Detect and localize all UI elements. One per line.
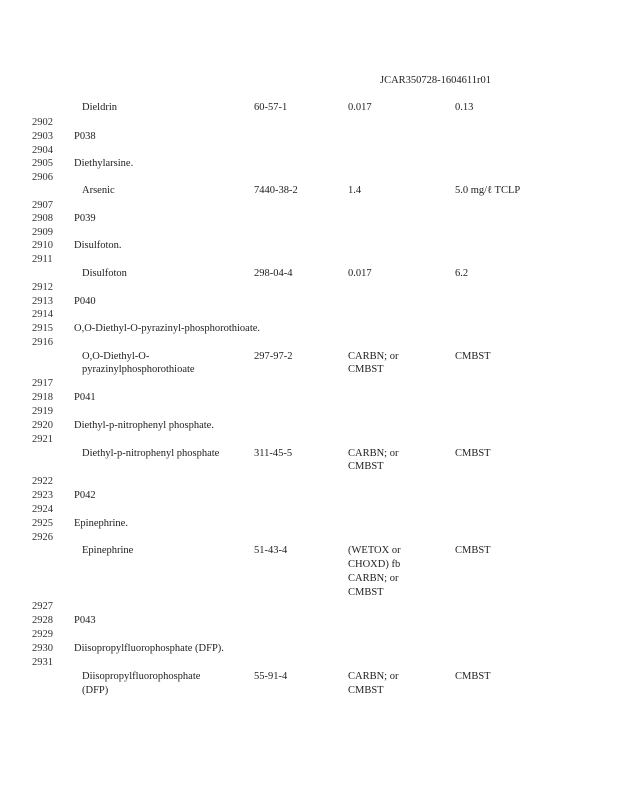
line-number: 2907 — [32, 200, 53, 211]
waste-code: P039 — [74, 213, 96, 224]
constituent-name: Dieldrin — [82, 102, 117, 113]
line-number: 2917 — [32, 378, 53, 389]
waste-description: O,O-Diethyl-O-pyrazinyl-phosphorothioate. — [74, 323, 261, 334]
line-number: 2909 — [32, 227, 53, 238]
line-number: 2922 — [32, 476, 53, 487]
waste-description: Diisopropylfluorophosphate (DFP). — [74, 643, 224, 654]
wastewater-standard-continued: CMBST — [348, 587, 384, 598]
line-number: 2930 — [32, 643, 53, 654]
line-number: 2910 — [32, 240, 53, 251]
line-number: 2925 — [32, 518, 53, 529]
cas-number: 55-91-4 — [254, 671, 288, 682]
line-number: 2927 — [32, 601, 53, 612]
wastewater-standard-continued: CMBST — [348, 364, 384, 375]
line-number: 2920 — [32, 420, 53, 431]
waste-description: Diethyl-p-nitrophenyl phosphate. — [74, 420, 214, 431]
waste-description: Disulfoton. — [74, 240, 122, 251]
line-number: 2921 — [32, 434, 53, 445]
line-number: 2914 — [32, 309, 53, 320]
line-number: 2915 — [32, 323, 53, 334]
wastewater-standard: 1.4 — [348, 185, 362, 196]
nonwastewater-standard: CMBST — [455, 448, 491, 459]
constituent-name: Diisopropylfluorophosphate — [82, 671, 201, 682]
line-number: 2928 — [32, 615, 53, 626]
constituent-name: Arsenic — [82, 185, 115, 196]
waste-description: Diethylarsine. — [74, 158, 134, 169]
constituent-name: Diethyl-p-nitrophenyl phosphate — [82, 448, 220, 459]
cas-number: 311-45-5 — [254, 448, 293, 459]
wastewater-standard-continued: CHOXD) fb — [348, 559, 401, 570]
line-number: 2905 — [32, 158, 53, 169]
line-number: 2904 — [32, 145, 53, 156]
constituent-name-continued: (DFP) — [82, 685, 109, 696]
cas-number: 297-97-2 — [254, 351, 293, 362]
constituent-name: Epinephrine — [82, 545, 134, 556]
line-number: 2919 — [32, 406, 53, 417]
wastewater-standard: 0.017 — [348, 268, 372, 279]
wastewater-standard: 0.017 — [348, 102, 372, 113]
nonwastewater-standard: CMBST — [455, 545, 491, 556]
constituent-name: Disulfoton — [82, 268, 127, 279]
wastewater-standard-continued: CARBN; or — [348, 573, 399, 584]
nonwastewater-standard: 0.13 — [455, 102, 474, 113]
nonwastewater-standard: 5.0 mg/ℓ TCLP — [455, 185, 521, 196]
wastewater-standard: CARBN; or — [348, 448, 399, 459]
waste-code: P041 — [74, 392, 96, 403]
waste-code: P040 — [74, 296, 96, 307]
nonwastewater-standard: CMBST — [455, 671, 491, 682]
cas-number: 298-04-4 — [254, 268, 293, 279]
line-number: 2924 — [32, 504, 53, 515]
nonwastewater-standard: 6.2 — [455, 268, 469, 279]
document-id: JCAR350728-1604611r01 — [380, 75, 492, 86]
line-number: 2929 — [32, 629, 53, 640]
waste-code: P038 — [74, 131, 96, 142]
line-number: 2902 — [32, 117, 53, 128]
wastewater-standard: (WETOX or — [348, 545, 401, 556]
line-number: 2906 — [32, 172, 53, 183]
nonwastewater-standard: CMBST — [455, 351, 491, 362]
line-number: 2923 — [32, 490, 53, 501]
line-number: 2911 — [32, 254, 53, 265]
line-number: 2918 — [32, 392, 53, 403]
line-number: 2913 — [32, 296, 53, 307]
wastewater-standard: CARBN; or — [348, 671, 399, 682]
wastewater-standard: CARBN; or — [348, 351, 399, 362]
line-number: 2931 — [32, 657, 53, 668]
line-number: 2916 — [32, 337, 53, 348]
cas-number: 7440-38-2 — [254, 185, 298, 196]
line-number: 2912 — [32, 282, 53, 293]
wastewater-standard-continued: CMBST — [348, 685, 384, 696]
constituent-name: O,O-Diethyl-O- — [82, 351, 150, 362]
cas-number: 60-57-1 — [254, 102, 288, 113]
cas-number: 51-43-4 — [254, 545, 288, 556]
waste-description: Epinephrine. — [74, 518, 128, 529]
line-number: 2908 — [32, 213, 53, 224]
constituent-name-continued: pyrazinylphosphorothioate — [82, 364, 195, 375]
wastewater-standard-continued: CMBST — [348, 461, 384, 472]
waste-code: P042 — [74, 490, 96, 501]
line-number: 2903 — [32, 131, 53, 142]
line-number: 2926 — [32, 532, 53, 543]
waste-code: P043 — [74, 615, 96, 626]
